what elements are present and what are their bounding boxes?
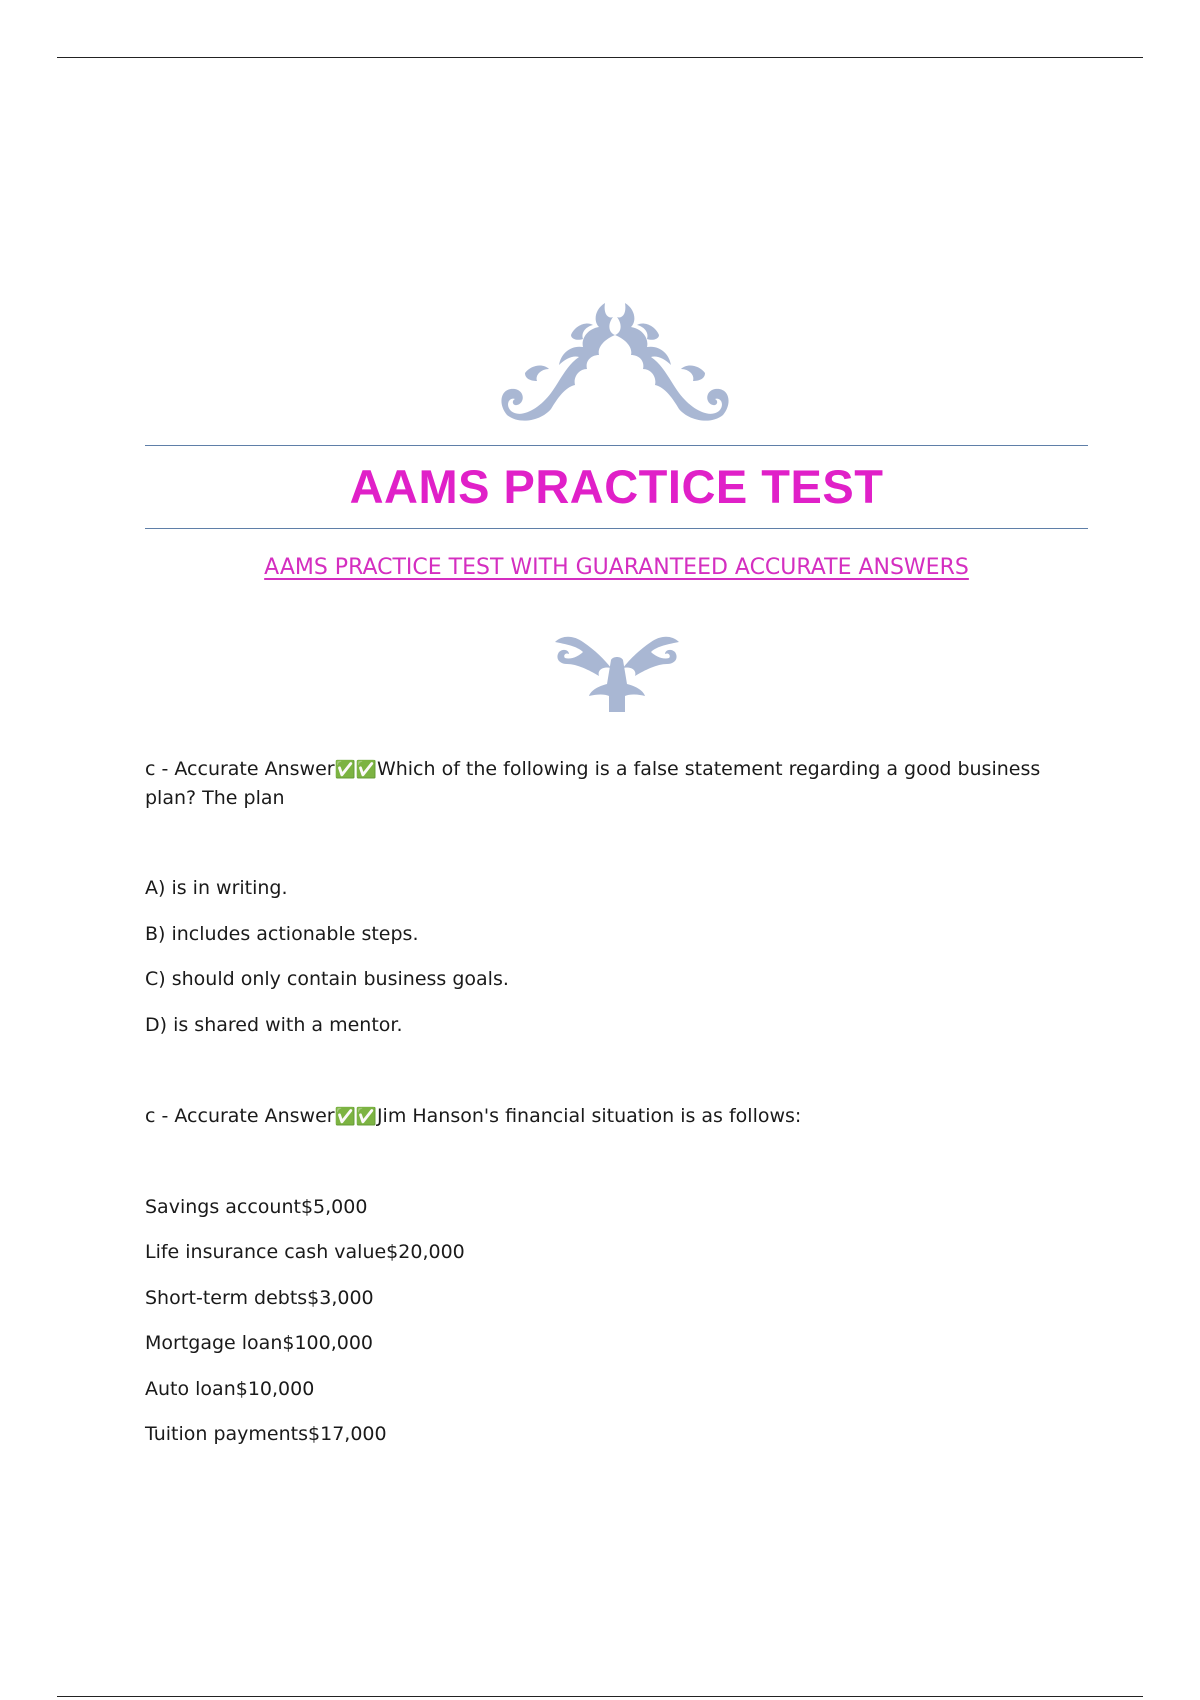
floral-flourish-icon: [495, 295, 735, 425]
check-circle-icon: ✅✅: [334, 760, 377, 780]
page-top-rule: [57, 57, 1143, 58]
option-a: A) is in writing.: [145, 877, 288, 899]
check-circle-icon: ✅✅: [334, 1107, 377, 1127]
financial-item: Mortgage loan$100,000: [145, 1332, 374, 1354]
answer-prefix: c - Accurate Answer: [145, 758, 335, 780]
option-b: B) includes actionable steps.: [145, 923, 419, 945]
financial-item: Tuition payments$17,000: [145, 1423, 387, 1445]
answer-prefix: c - Accurate Answer: [145, 1105, 335, 1127]
question-2: [145, 1102, 1085, 1131]
financial-item: Auto loan$10,000: [145, 1378, 315, 1400]
question-1: [145, 755, 1085, 812]
financial-item: Savings account$5,000: [145, 1196, 368, 1218]
title-top-rule: [145, 445, 1088, 446]
document-title: AAMS PRACTICE TEST: [349, 460, 884, 513]
question-text: Jim Hanson's financial situation is as follows:: [376, 1105, 802, 1127]
option-c: C) should only contain business goals.: [145, 968, 509, 990]
page-bottom-rule: [57, 1696, 1143, 1697]
title-bottom-rule: [145, 528, 1088, 529]
fleuron-icon: [553, 630, 681, 712]
financial-item: Life insurance cash value$20,000: [145, 1241, 465, 1263]
option-d: D) is shared with a mentor.: [145, 1014, 403, 1036]
document-subtitle: AAMS PRACTICE TEST WITH GUARANTEED ACCURATE ANSWERS: [264, 555, 969, 580]
financial-item: Short-term debts$3,000: [145, 1287, 374, 1309]
question-text: Which of the following is a false statement regarding a good business plan? The plan: [145, 758, 1041, 809]
